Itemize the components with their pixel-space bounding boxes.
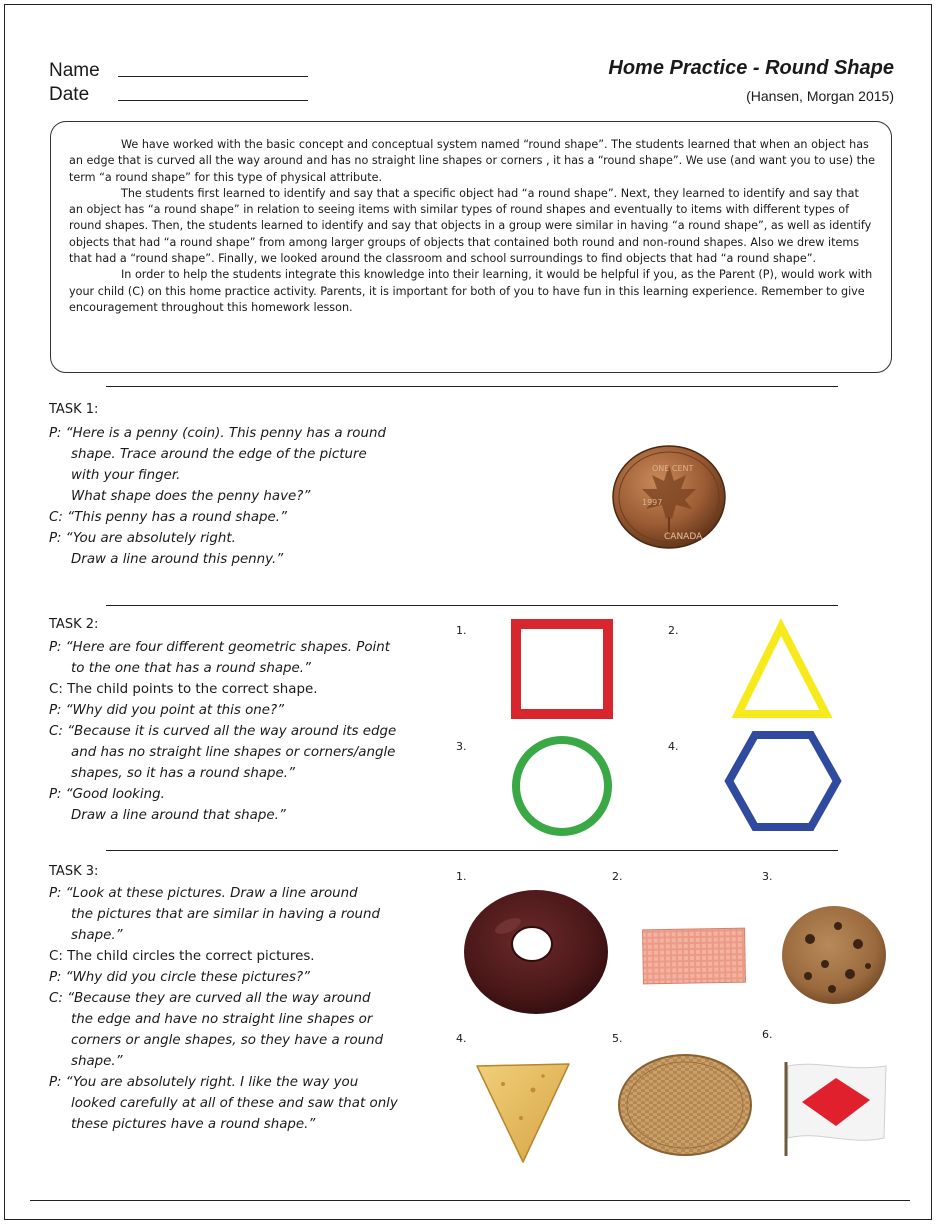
- dialogue-line: Draw a line around this penny.”: [71, 552, 284, 567]
- task2-dialogue: [49, 637, 396, 826]
- task1-title: TASK 1:: [49, 402, 99, 417]
- picture-number-3: 3.: [762, 870, 773, 883]
- circle-shape: [510, 734, 614, 838]
- tortilla-chip-image: [473, 1060, 573, 1166]
- dialogue-line: C: The child points to the correct shape.: [49, 682, 318, 697]
- date-label: Date: [49, 84, 90, 105]
- task2-title: TASK 2:: [49, 617, 99, 632]
- dialogue-line: corners or angle shapes, so they have a round: [71, 1033, 384, 1048]
- dialogue-line: P: “Here are four different geometric shapes. Point: [49, 640, 391, 655]
- dialogue-line: with your finger.: [71, 468, 181, 483]
- cookie-image: [780, 904, 888, 1006]
- date-blank: [118, 100, 308, 101]
- divider-1: [106, 386, 838, 387]
- dialogue-line: P: “Why did you point at this one?”: [49, 703, 285, 718]
- dialogue-line: the edge and have no straight line shapes or: [71, 1012, 373, 1027]
- dialogue-line: shapes, so it has a round shape.”: [71, 766, 295, 781]
- penny-image: [612, 445, 726, 549]
- dialogue-line: P: “Why did you circle these pictures?”: [49, 970, 310, 985]
- square-shape: [510, 618, 614, 720]
- footer-rule: [30, 1200, 910, 1201]
- dialogue-line: C: “This penny has a round shape.”: [49, 510, 287, 525]
- dialogue-line: shape. Trace around the edge of the picture: [71, 447, 367, 462]
- picture-number-5: 5.: [612, 1032, 623, 1045]
- dialogue-line: these pictures have a round shape.”: [71, 1117, 316, 1132]
- shape-number-3: 3.: [456, 740, 467, 753]
- shape-number-2: 2.: [668, 624, 679, 637]
- dialogue-line: P: “Here is a penny (coin). This penny has a round: [49, 426, 386, 441]
- shape-number-4: 4.: [668, 740, 679, 753]
- dialogue-line: C: The child circles the correct pictures.: [49, 949, 315, 964]
- picture-number-2: 2.: [612, 870, 623, 883]
- picture-number-4: 4.: [456, 1032, 467, 1045]
- intro-paragraph-1: We have worked with the basic concept and conceptual system named “round shape”. The students learned that when an object has an edge that is curved all the way around and has no straight line shapes or corners , it has a “round shape”. We use (and want you to use) the term “a round shape” for this type of physical attribute.: [69, 138, 875, 184]
- dialogue-line: looked carefully at all of these and saw that only: [71, 1096, 398, 1111]
- dialogue-line: to the one that has a round shape.”: [71, 661, 311, 676]
- name-blank: [118, 76, 308, 77]
- name-label: Name: [49, 60, 100, 81]
- task3-title: TASK 3:: [49, 864, 99, 879]
- citation: (Hansen, Morgan 2015): [746, 88, 894, 104]
- page-title: Home Practice - Round Shape: [608, 57, 894, 79]
- dialogue-line: P: “You are absolutely right. I like the way you: [49, 1075, 359, 1090]
- wafer-image: [641, 925, 747, 985]
- picture-number-1: 1.: [456, 870, 467, 883]
- woven-placemat-image: [617, 1053, 753, 1157]
- coin-bottom-text: CANADA: [664, 532, 703, 542]
- task3-dialogue: [49, 883, 398, 1135]
- dialogue-line: shape.”: [71, 1054, 123, 1069]
- picture-number-6: 6.: [762, 1028, 773, 1041]
- divider-3: [106, 850, 838, 851]
- intro-box: [50, 121, 892, 373]
- coin-top-text: ONE CENT: [652, 464, 694, 473]
- intro-paragraph-2: The students first learned to identify and say that a specific object had “a round shape”. Next, they learned to identify and say that an object has “a round shape” in relation to seeing items with similar types of round shapes and eventually to items with different types of round shapes. Then, the students learned to identify and say that objects in a group were similar in having “a round shape”, as well as identify objects that had “a round shape” from among larger groups of objects that contained both round and non-round shapes. Also we drew items that had a “round shape”. Finally, we looked around the classroom and school surroundings to find objects that had “a round shape”.: [69, 186, 872, 266]
- donut-image: [462, 886, 612, 1016]
- dialogue-line: and has no straight line shapes or corners/angle: [71, 745, 396, 760]
- dialogue-line: shape.”: [71, 928, 123, 943]
- dialogue-line: Draw a line around that shape.”: [71, 808, 286, 823]
- dialogue-line: P: “Good looking.: [49, 787, 165, 802]
- divider-2: [106, 605, 838, 606]
- hexagon-shape: [724, 730, 842, 832]
- dialogue-line: C: “Because it is curved all the way around its edge: [49, 724, 397, 739]
- dialogue-line: the pictures that are similar in having a round: [71, 907, 381, 922]
- dialogue-line: P: “Look at these pictures. Draw a line around: [49, 886, 358, 901]
- dialogue-line: P: “You are absolutely right.: [49, 531, 236, 546]
- dialogue-line: What shape does the penny have?”: [71, 489, 311, 504]
- intro-paragraph-3: In order to help the students integrate this knowledge into their learning, it would be helpful if you, as the Parent (P), would work with your child (C) on this home practice activity. Parents, it is important for both of you to have fun in this learning experience. Remember to give encouragement throughout this homework lesson.: [69, 268, 873, 314]
- coin-year-text: 1997: [642, 498, 663, 507]
- flag-image: [778, 1058, 890, 1158]
- triangle-shape: [732, 619, 832, 719]
- shape-number-1: 1.: [456, 624, 467, 637]
- task1-dialogue: [49, 423, 386, 570]
- dialogue-line: C: “Because they are curved all the way around: [49, 991, 371, 1006]
